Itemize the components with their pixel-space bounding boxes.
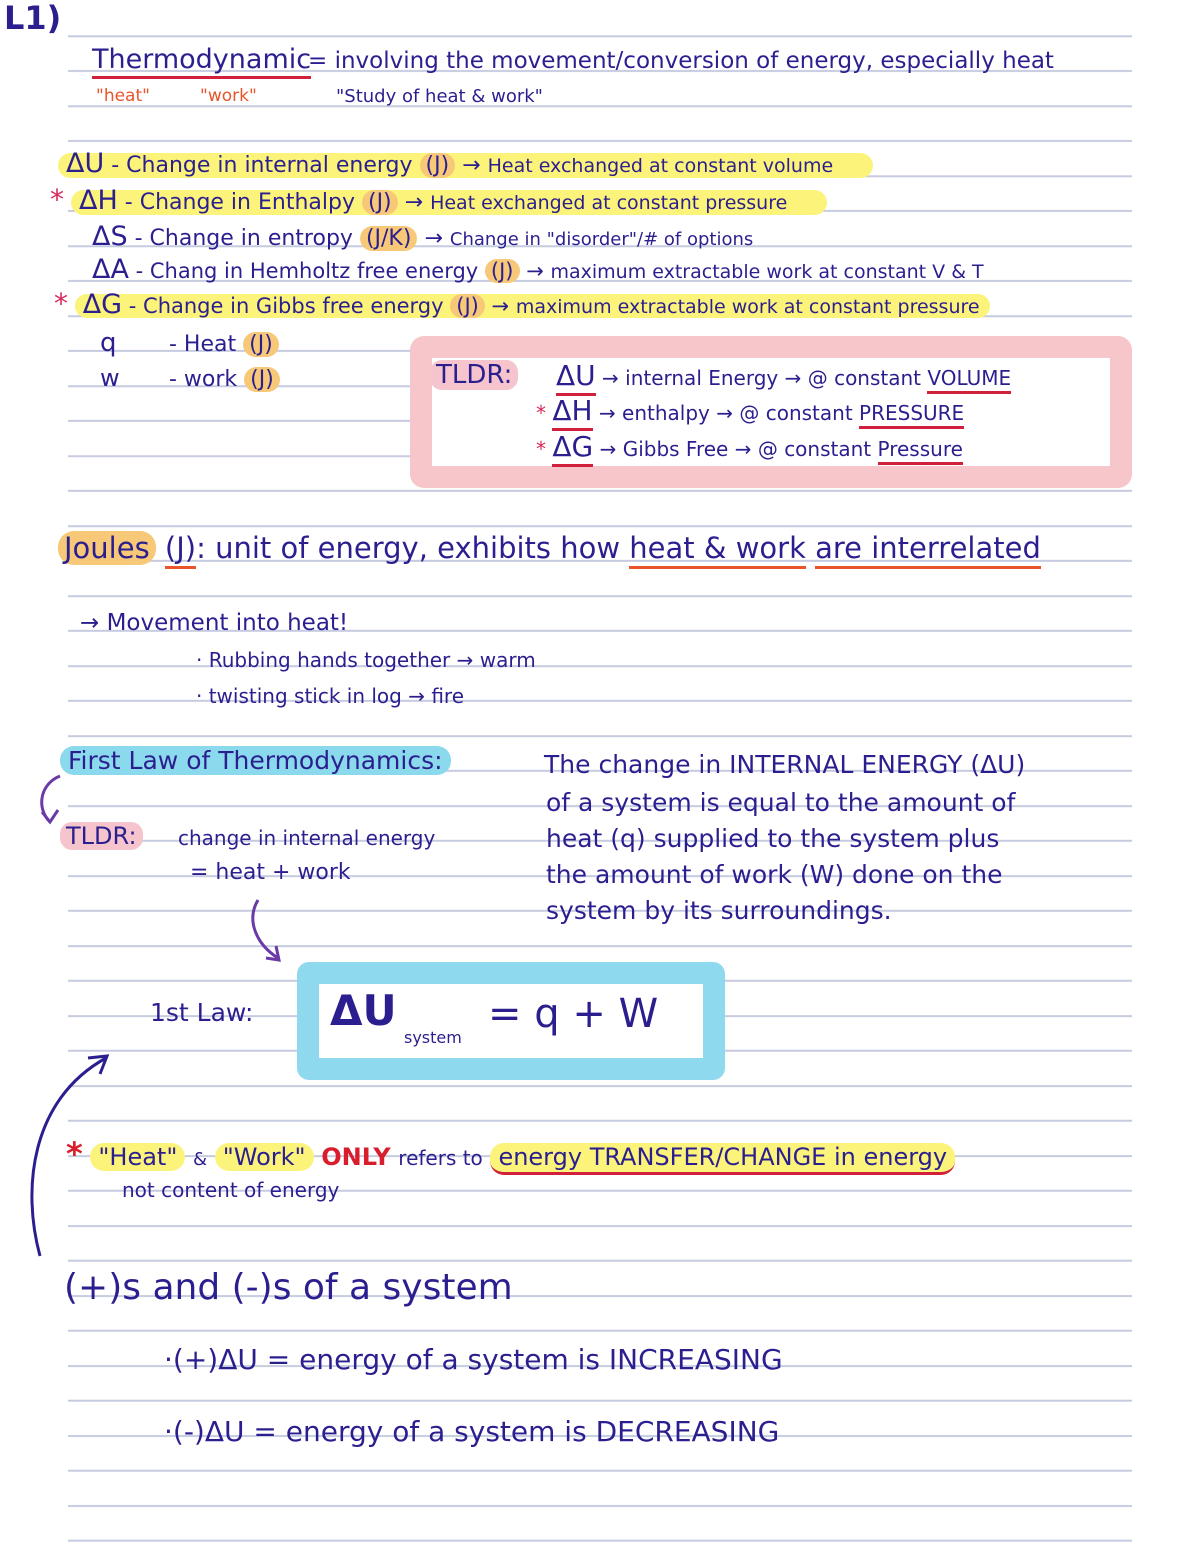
arrow-note-to-equation: [32, 1058, 106, 1256]
note-heat: "Heat": [90, 1143, 185, 1171]
arrow-tldr-to-equation: [253, 900, 278, 958]
tldr-text: → internal Energy → @ constant: [602, 366, 922, 390]
arrow-icon: →: [462, 153, 481, 178]
first-law-definition-line: system by its surroundings.: [546, 896, 892, 925]
symbol-unit: (J/K): [360, 226, 418, 251]
symbol-desc: - Change in Enthalpy: [124, 190, 355, 215]
movement-bullet: · Rubbing hands together → warm: [196, 648, 536, 672]
tldr-label-text: TLDR:: [430, 360, 518, 390]
first-law-definition-line: heat (q) supplied to the system plus: [546, 824, 1000, 853]
star-icon: *: [54, 287, 68, 320]
tldr-text: → Gibbs Free → @ constant: [599, 437, 872, 461]
symbol: ΔS: [92, 221, 128, 252]
first-law-definition-line: of a system is equal to the amount of: [546, 788, 1016, 817]
tldr-emph: VOLUME: [927, 366, 1011, 394]
symbol: q: [100, 328, 117, 358]
equation-label: 1st Law:: [150, 998, 254, 1027]
tldr-emph: Pressure: [878, 437, 963, 465]
symbol-unit: (J): [450, 294, 485, 318]
note-transfer: energy TRANSFER/CHANGE in energy: [490, 1143, 955, 1175]
joules-text: : unit of energy, exhibits how: [196, 531, 621, 565]
equation-lhs: ΔU: [330, 986, 397, 1035]
tldr-emph: PRESSURE: [859, 401, 964, 429]
tldr-text: → enthalpy → @ constant: [598, 401, 853, 425]
first-law-tldr-line: = heat + work: [190, 860, 351, 885]
arrow-icon: →: [424, 226, 443, 251]
joules-unit: (J): [165, 531, 196, 569]
arrow-icon: →: [404, 190, 424, 215]
definition-root-work: "work": [200, 86, 257, 106]
symbol: w: [100, 364, 120, 392]
symbol-note: Heat exchanged at constant pressure: [430, 192, 788, 214]
first-law-tldr-line: change in internal energy: [178, 826, 436, 850]
note-refers: refers to: [398, 1146, 483, 1170]
symbol-unit: (J): [485, 259, 520, 283]
star-icon: *: [536, 401, 546, 425]
tldr-symbol: ΔU: [556, 359, 596, 396]
symbol-unit: (J): [420, 153, 456, 178]
first-law-definition-line: The change in INTERNAL ENERGY (ΔU): [544, 750, 1026, 779]
symbol-unit: (J): [244, 367, 280, 392]
equation-subscript: system: [404, 1028, 462, 1047]
first-law-definition-line: the amount of work (W) done on the: [546, 860, 1003, 889]
symbol-unit: (J): [243, 332, 279, 357]
star-icon: *: [50, 183, 64, 216]
first-law-title-text: First Law of Thermodynamics:: [60, 746, 451, 775]
symbol-desc: - work: [169, 367, 238, 392]
tldr-symbol: ΔG: [552, 430, 593, 467]
note-work: "Work": [215, 1143, 314, 1171]
symbol-note: Change in "disorder"/# of options: [449, 229, 754, 250]
movement-heading: → Movement into heat!: [80, 610, 349, 636]
symbol: ΔH: [79, 185, 118, 216]
symbol-note: maximum extractable work at constant pressure: [515, 296, 980, 318]
tldr-symbol: ΔH: [552, 394, 592, 431]
symbol-desc: - Heat: [169, 332, 237, 357]
symbol-unit: (J): [362, 190, 398, 215]
symbol-note: maximum extractable work at constant V & T: [550, 261, 984, 283]
signs-item: ·(-)ΔU = energy of a system is DECREASING: [164, 1415, 780, 1448]
note-amp: &: [193, 1149, 208, 1170]
heat-work-note-line2: not content of energy: [122, 1178, 340, 1202]
definition-meaning: = involving the movement/conversion of energy, especially heat: [308, 48, 1054, 74]
lecture-label: L1): [4, 0, 62, 37]
equation-rhs: = q + W: [488, 991, 659, 1037]
symbol-note: Heat exchanged at constant volume: [487, 155, 834, 177]
arrow-icon: →: [526, 259, 544, 283]
symbol: ΔG: [82, 289, 123, 320]
note-only: ONLY: [321, 1143, 391, 1171]
definition-root-heat: "heat": [96, 86, 150, 106]
star-icon: *: [536, 437, 546, 461]
joules-text-end: are interrelated: [815, 531, 1041, 569]
first-law-tldr-label-text: TLDR:: [60, 822, 143, 850]
definition-study: "Study of heat & work": [336, 86, 543, 107]
symbol: ΔA: [92, 254, 129, 285]
symbol-desc: - Change in entropy: [134, 226, 353, 251]
signs-heading: (+)s and (-)s of a system: [64, 1267, 513, 1308]
symbol-desc: - Change in internal energy: [111, 153, 413, 178]
symbol: ΔU: [66, 148, 105, 179]
symbol-desc: - Change in Gibbs free energy: [128, 294, 444, 318]
signs-item: ·(+)ΔU = energy of a system is INCREASING: [164, 1343, 783, 1376]
arrow-icon: →: [491, 294, 510, 318]
definition-term-text: Thermodynamic: [92, 44, 311, 79]
movement-bullet: · twisting stick in log → fire: [196, 684, 465, 708]
star-icon: *: [66, 1135, 83, 1173]
symbol-desc: - Chang in Hemholtz free energy: [135, 259, 479, 283]
joules-word: Joules: [58, 531, 156, 565]
joules-underlined: heat & work: [629, 531, 806, 569]
